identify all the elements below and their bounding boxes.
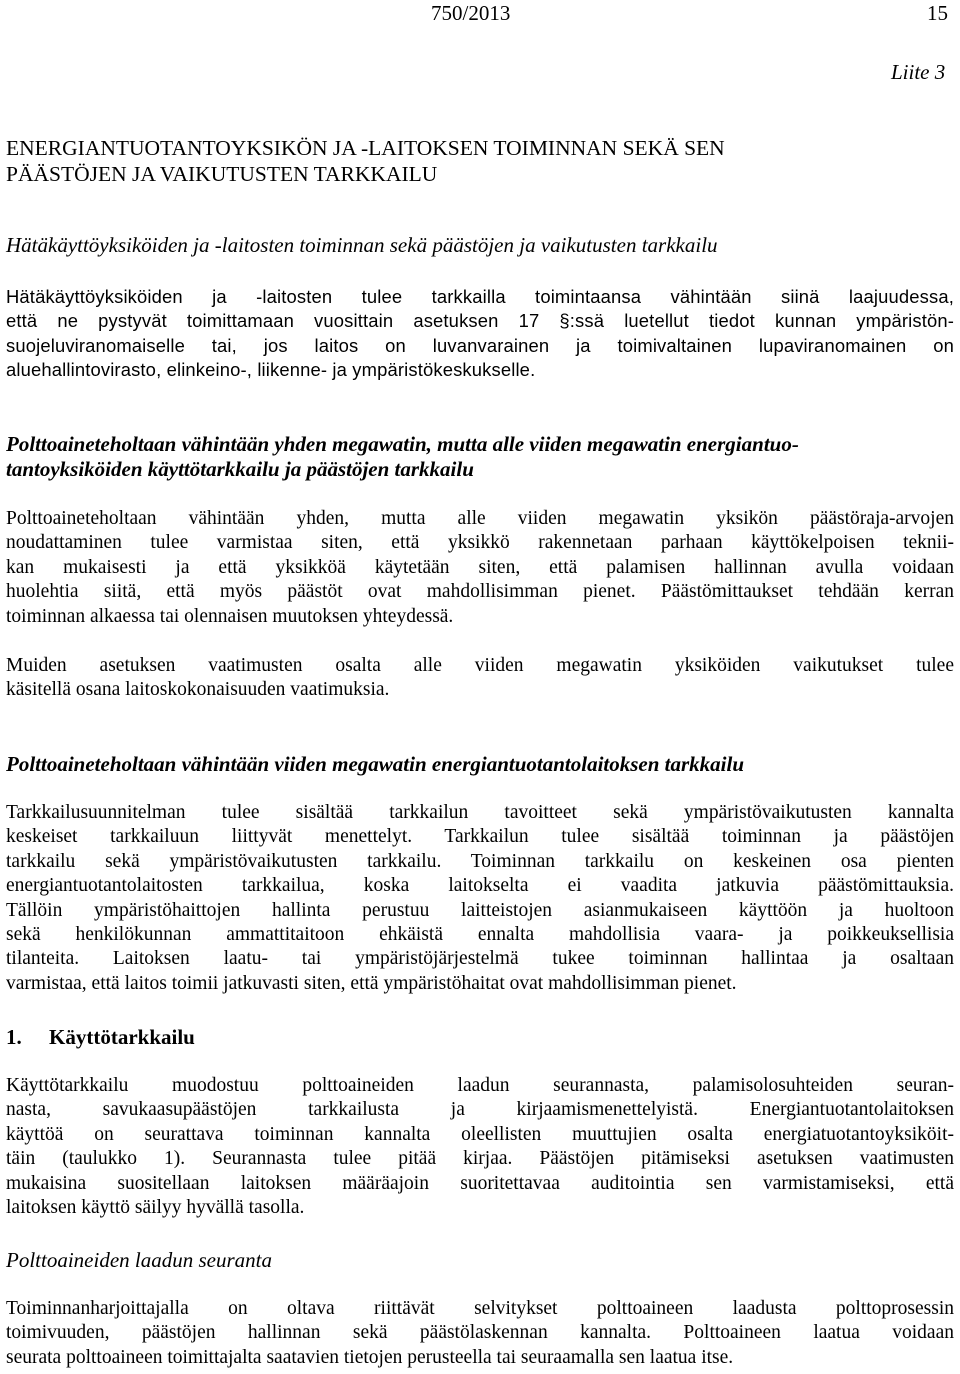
paragraph-line: toimivuuden, päästöjen hallinnan sekä päästölaskennan kannalta. Polttoaineen laatua voidaan	[6, 1322, 954, 1344]
paragraph-1-5mw-other-requirements	[6, 654, 954, 703]
section-heading-1-5mw-line-1: Polttoaineteholtaan vähintään yhden megawatin, mutta alle viiden megawatin energiantuo-	[6, 432, 799, 456]
paragraph-line: että ne pystyvät toimittamaan vuosittain asetuksen 17 §:ssä luetellut tiedot kunnan ympäristön-	[6, 310, 954, 332]
paragraph-line: nasta, savukaasupäästöjen tarkkailusta ja kirjaamismenettelyistä. Energiantuotantolaitoksen	[6, 1099, 954, 1121]
paragraph-line: tarkkailu sekä ympäristövaikutusten tarkkailu. Toiminnan tarkkailu on keskeinen osa pienten	[6, 850, 954, 872]
paragraph-line: seurata polttoaineen toimittajalta saatavien tietojen perusteella tai seuraamalla sen laatua itse.	[6, 1346, 734, 1368]
paragraph-line: käsitellä osana laitoskokonaisuuden vaatimuksia.	[6, 679, 390, 701]
paragraph-line: aluehallintovirasto, elinkeino-, liikenne- ja ympäristökeskukselle.	[6, 359, 536, 381]
paragraph-line: noudattaminen tulee varmistaa siten, että yksikkö rakennetaan parhaan käyttökelpoisen teknii-	[6, 532, 954, 554]
document-title-line-1: ENERGIANTUOTANTOYKSIKÖN JA -LAITOKSEN TOIMINNAN SEKÄ SEN	[6, 136, 725, 160]
section-heading-emergency-units: Hätäkäyttöyksiköiden ja -laitosten toiminnan sekä päästöjen ja vaikutusten tarkkailu	[6, 233, 718, 257]
paragraph-line: kan mukaisesti ja että yksikköä käytetään siten, että palamisen hallinnan avulla voidaan	[6, 556, 954, 578]
paragraph-line: Polttoaineteholtaan vähintään yhden, mutta alle viiden megawatin yksikön päästöraja-arvojen	[6, 508, 954, 529]
paragraph-line: sekä henkilökunnan ammattitaitoon ehkäistä ennalta mahdollisia vaara- ja poikkeuksellisia	[6, 923, 954, 945]
paragraph-line: toiminnan alkaessa tai olennaisen muutoksen yhteydessä.	[6, 605, 454, 627]
paragraph-line: Toiminnanharjoittajalla on oltava riittävät selvitykset polttoaineen laadusta polttoprosessin	[6, 1298, 954, 1319]
paragraph-operation-monitoring	[6, 1074, 954, 1220]
paragraph-emergency-units	[6, 285, 954, 383]
page-reference: 750/2013	[431, 1, 511, 25]
paragraph-line: suojeluviranomaiselle tai, jos laitos on luvanvarainen ja toimivaltainen lupaviranomainen on	[6, 334, 954, 356]
section-heading-1-5mw-line-2: tantoyksiköiden käyttötarkkailu ja päästöjen tarkkailu	[6, 457, 474, 481]
paragraph-line: täin (taulukko 1). Seurannasta tulee pitää kirjaa. Päästöjen pitämiseksi asetuksen vaatimusten	[6, 1148, 954, 1170]
paragraph-1-5mw-emissions	[6, 507, 954, 629]
paragraph-line: energiantuotantolaitosten tarkkailua, koska laitokselta ei vaadita jatkuvia päästömittauksia.	[6, 875, 954, 897]
page-number: 15	[927, 1, 948, 25]
paragraph-line: Hätäkäyttöyksiköiden ja -laitosten tulee tarkkailla toimintaansa vähintään siinä laajuudessa,	[6, 286, 954, 307]
paragraph-line: tilanteita. Laitoksen laatu- tai ympäristöjärjestelmä tukee toiminnan hallintaa ja osaltaan	[6, 948, 954, 970]
paragraph-line: Käyttötarkkailu muodostuu polttoaineiden laadun seurannasta, palamisolosuhteiden seuran-	[6, 1075, 954, 1096]
paragraph-line: Tällöin ympäristöhaittojen hallinta perustuu laitteistojen asianmukaiseen käyttöön ja huoltoon	[6, 899, 954, 921]
section-number-1: 1.	[6, 1025, 22, 1049]
paragraph-line: huolehtia siitä, että myös päästöt ovat mahdollisimman pienet. Päästömittaukset tehdään kerran	[6, 581, 954, 603]
paragraph-line: Tarkkailusuunnitelman tulee sisältää tarkkailun tavoitteet sekä ympäristövaikutusten kannalta	[6, 802, 954, 823]
section-heading-fuel-quality: Polttoaineiden laadun seuranta	[6, 1248, 272, 1272]
paragraph-line: käyttöä on seurattava toiminnan kannalta oleellisten muuttujien osalta energiatuotantoyksiköit-	[6, 1123, 954, 1145]
appendix-label: Liite 3	[891, 60, 946, 84]
paragraph-line: Muiden asetuksen vaatimusten osalta alle viiden megawatin yksiköiden vaikutukset tulee	[6, 655, 954, 676]
paragraph-line: varmistaa, että laitos toimii jatkuvasti siten, että ympäristöhaitat ovat mahdollisimman pienet.	[6, 972, 737, 994]
paragraph-line: laitoksen käyttö säilyy hyvällä tasolla.	[6, 1196, 305, 1218]
paragraph-line: mukaisina suositellaan laitoksen määräajoin suoritettavaa auditointia sen varmistamiseksi, että	[6, 1172, 954, 1194]
section-heading-5mw-plant: Polttoaineteholtaan vähintään viiden megawatin energiantuotantolaitoksen tarkkailu	[6, 752, 745, 776]
section-heading-operation-monitoring: Käyttötarkkailu	[49, 1025, 195, 1049]
paragraph-monitoring-plan	[6, 801, 954, 996]
paragraph-fuel-quality	[6, 1297, 954, 1370]
document-title-line-2: PÄÄSTÖJEN JA VAIKUTUSTEN TARKKAILU	[6, 162, 438, 186]
paragraph-line: keskeiset tarkkailuun liittyvät menettelyt. Tarkkailun tulee sisältää toiminnan ja päästöjen	[6, 826, 954, 848]
